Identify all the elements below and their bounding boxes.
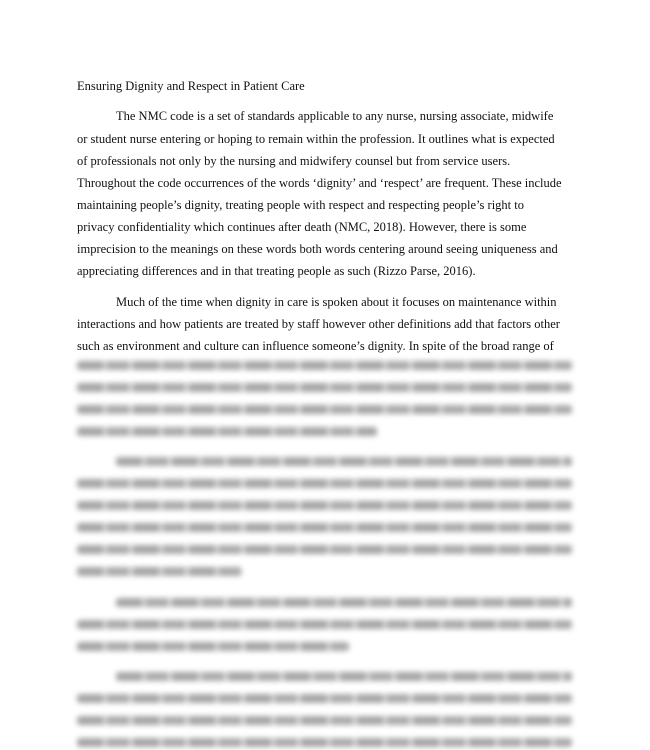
blurred-line (77, 523, 572, 532)
paragraph-line: appreciating differences and in that treating people as such (Rizzo Parse, 2016). (77, 264, 476, 278)
paragraph-line: privacy confidentiality which continues after death (NMC, 2018). However, there is some (77, 220, 527, 234)
document-title: Ensuring Dignity and Respect in Patient Care (77, 79, 305, 93)
paragraph-line: or student nurse entering or hoping to remain within the profession. It outlines what is expected (77, 132, 555, 146)
blurred-line (77, 361, 572, 370)
blurred-preview-region (0, 350, 650, 750)
blurred-line (116, 598, 572, 607)
blurred-line (77, 716, 572, 725)
blurred-line (77, 501, 572, 510)
blurred-line (77, 620, 572, 629)
blurred-line (116, 672, 572, 681)
blurred-line (77, 642, 349, 651)
blurred-line (77, 383, 572, 392)
paragraph-line: of professionals not only by the nursing and midwifery counsel but from service users. (77, 154, 511, 168)
paragraph-line: imprecision to the meanings on these words both words centering around seeing uniqueness and (77, 242, 558, 256)
blurred-line (77, 427, 377, 436)
blurred-line (77, 738, 572, 747)
paragraph-line: interactions and how patients are treated by staff however other definitions add that factors other (77, 317, 560, 331)
paragraph-line: Much of the time when dignity in care is spoken about it focuses on maintenance within (116, 295, 557, 309)
blurred-line (77, 479, 572, 488)
blurred-line (77, 694, 572, 703)
blurred-line (77, 405, 572, 414)
paragraph-line: such as environment and culture can influence someone’s dignity. In spite of the broad range of (77, 339, 554, 353)
blurred-line (77, 545, 572, 554)
paragraph-line: The NMC code is a set of standards applicable to any nurse, nursing associate, midwife (116, 109, 554, 123)
blurred-line (116, 457, 572, 466)
paragraph-line: maintaining people’s dignity, treating people with respect and respecting people’s right to (77, 198, 524, 212)
blurred-line (77, 567, 242, 576)
paragraph-line: Throughout the code occurrences of the words ‘dignity’ and ‘respect’ are frequent. These include (77, 176, 562, 190)
